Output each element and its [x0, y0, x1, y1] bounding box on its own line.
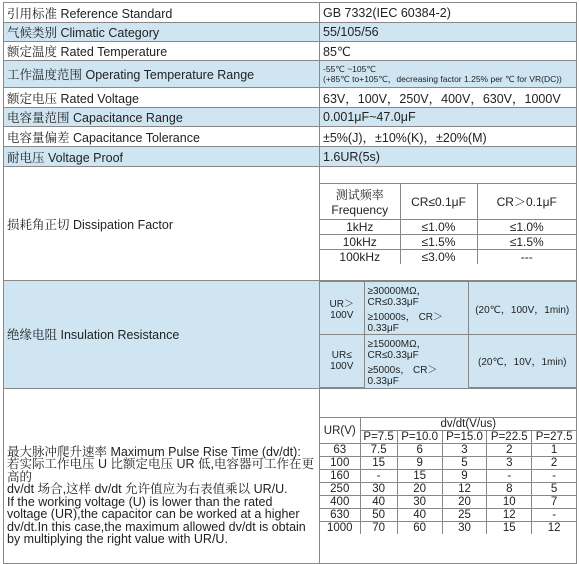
pr-voltage: 630: [320, 509, 360, 522]
pr-data-row: [320, 457, 576, 470]
df-cell: ≤1.0%: [477, 220, 576, 235]
pr-data-row: [320, 496, 576, 509]
pr-value: 12: [487, 509, 532, 522]
spec-row: [4, 3, 577, 23]
pr-value: -: [532, 509, 576, 522]
pr-value: 30: [442, 522, 487, 535]
ir-label: 绝缘电阻 Insulation Resistance: [4, 281, 320, 389]
pr-value: -: [360, 470, 397, 483]
pr-value: 40: [360, 496, 397, 509]
pr-voltage: 250: [320, 483, 360, 496]
ir-voltage: UR＞ 100V: [320, 282, 364, 335]
df-cell: 10kHz: [320, 235, 400, 250]
ir-table: [320, 281, 576, 388]
df-cell: ---: [477, 250, 576, 265]
pr-data-row: [320, 470, 576, 483]
pr-voltage: 100: [320, 457, 360, 470]
ir-condition: (20℃，100V，1min): [468, 282, 576, 335]
pr-label-line: If the working voltage (U) is lower than the rated: [7, 494, 273, 509]
pr-label-line: 最大脉冲爬升速率 Maximum Pulse Rise Time (dv/dt):: [7, 444, 301, 459]
df-cell: ≤1.0%: [400, 220, 477, 235]
df-header-cell: CR≤0.1μF: [400, 184, 477, 220]
pr-value: 5: [532, 483, 576, 496]
spec-value: 63V，100V，250V，400V，630V，1000V: [320, 88, 577, 108]
pr-value: 50: [360, 509, 397, 522]
spec-label: 额定温度 Rated Temperature: [4, 42, 320, 61]
pr-value: -: [487, 470, 532, 483]
pr-data-row: [320, 483, 576, 496]
pr-value: 6: [397, 444, 442, 457]
pr-value: 2: [487, 444, 532, 457]
spec-value: ±5%(J)，±10%(K)，±20%(M): [320, 127, 577, 147]
pr-label-line: dv/dt 场合,这样 dv/dt 允许值应为右表值乘以 UR/U.: [7, 482, 288, 496]
pr-value: 30: [360, 483, 397, 496]
df-header: [320, 184, 576, 220]
spec-row: [4, 127, 577, 147]
pr-value: 2: [532, 457, 576, 470]
pr-value: 5: [442, 457, 487, 470]
ir-row: [4, 281, 577, 389]
pr-pitch: P=10.0: [397, 431, 442, 444]
ir-value: ≥30000MΩ， CR≤0.33μF: [364, 282, 468, 309]
pr-value: 9: [442, 470, 487, 483]
ir-line-row: [320, 282, 576, 309]
spec-row: [4, 88, 577, 108]
ir-condition: (20℃，10V，1min): [468, 335, 576, 388]
pr-value: 3: [487, 457, 532, 470]
df-data-row: [320, 220, 576, 235]
pr-value: 7: [532, 496, 576, 509]
ir-line-row: [320, 335, 576, 362]
ir-value: ≥10000s， CR＞0.33μF: [364, 308, 468, 335]
df-header-cell: CR＞0.1μF: [477, 184, 576, 220]
df-header-cell: 测试频率 Frequency: [320, 184, 400, 220]
pr-pitch: P=15.0: [442, 431, 487, 444]
pr-data-row: [320, 444, 576, 457]
spec-label: 耐电压 Voltage Proof: [4, 147, 320, 167]
spec-label: 电容量偏差 Capacitance Tolerance: [4, 127, 320, 147]
pr-voltage: 63: [320, 444, 360, 457]
pr-value: -: [532, 470, 576, 483]
spec-label: 工作温度范围 Operating Temperature Range: [4, 61, 320, 88]
spec-value: 1.6UR(5s): [320, 147, 577, 167]
df-table: [320, 183, 576, 264]
pr-label: [4, 388, 320, 563]
df-row: [4, 167, 577, 281]
pr-pitch: P=7.5: [360, 431, 397, 444]
spec-label: 引用标准 Reference Standard: [4, 3, 320, 23]
pr-data-row: [320, 522, 576, 535]
pr-pitch: P=27.5: [532, 431, 576, 444]
spec-label: 额定电压 Rated Voltage: [4, 88, 320, 108]
spec-row: [4, 61, 577, 88]
spec-value: 55/105/56: [320, 23, 577, 42]
pr-value: 1: [532, 444, 576, 457]
pr-label-line: 若实际工作电压 U 比额定电压 UR 低,电容器可工作在更高的: [7, 457, 314, 484]
pr-voltage: 1000: [320, 522, 360, 535]
pr-value: 20: [397, 483, 442, 496]
df-data-row: [320, 250, 576, 265]
ir-voltage: UR≤ 100V: [320, 335, 364, 388]
pr-value: 8: [487, 483, 532, 496]
pr-value: 9: [397, 457, 442, 470]
df-data-row: [320, 235, 576, 250]
pr-value: 3: [442, 444, 487, 457]
spec-value: -55℃ ~105℃ (+85℃ to+105℃，decreasing factor 1.25% per ℃ for VR(DC)): [320, 61, 577, 88]
spec-label: 电容量范围 Capacitance Range: [4, 108, 320, 127]
spec-row: [4, 42, 577, 61]
pr-value: 30: [397, 496, 442, 509]
pr-value: 25: [442, 509, 487, 522]
df-cell: ≤1.5%: [400, 235, 477, 250]
pr-value: 15: [397, 470, 442, 483]
pr-header-row: [320, 418, 576, 431]
pr-value: 70: [360, 522, 397, 535]
pr-value: 15: [487, 522, 532, 535]
pr-voltage: 400: [320, 496, 360, 509]
spec-label: 气候类别 Climatic Category: [4, 23, 320, 42]
spec-row: [4, 23, 577, 42]
spec-row: [4, 147, 577, 167]
pr-voltage: 160: [320, 470, 360, 483]
pr-value: 60: [397, 522, 442, 535]
pr-value: 12: [442, 483, 487, 496]
df-cell: 1kHz: [320, 220, 400, 235]
pr-data-row: [320, 509, 576, 522]
pr-value: 10: [487, 496, 532, 509]
pr-label-line: by multiplying the right value with UR/U.: [7, 532, 228, 546]
pr-table: [320, 417, 576, 534]
df-cell: 100kHz: [320, 250, 400, 265]
pr-group-header: dv/dt(V/us): [360, 418, 576, 431]
pr-value: 20: [442, 496, 487, 509]
spec-table: [3, 2, 577, 564]
df-cell: ≤3.0%: [400, 250, 477, 265]
spec-value: GB 7332(IEC 60384-2): [320, 3, 577, 23]
pr-value: 15: [360, 457, 397, 470]
ir-value: ≥15000MΩ， CR≤0.33μF: [364, 335, 468, 362]
pr-value: 7.5: [360, 444, 397, 457]
pr-pitch: P=22.5: [487, 431, 532, 444]
df-cell: ≤1.5%: [477, 235, 576, 250]
pr-label-line: voltage (UR),the capacitor can be worked at a higher: [7, 507, 300, 521]
spec-row: [4, 108, 577, 127]
pr-row: [4, 388, 577, 563]
pr-value: 12: [532, 522, 576, 535]
pr-label-line: dv/dt.In this case,the maximum allowed dv/dt is obtain: [7, 519, 306, 534]
spec-value: 85℃: [320, 42, 577, 61]
spec-value: 0.001μF~47.0μF: [320, 108, 577, 127]
pr-value: 40: [397, 509, 442, 522]
ir-value: ≥5000s， CR＞0.33μF: [367, 365, 438, 387]
pr-col-voltage: UR(V): [320, 418, 360, 444]
df-label: 损耗角正切 Dissipation Factor: [4, 167, 320, 281]
